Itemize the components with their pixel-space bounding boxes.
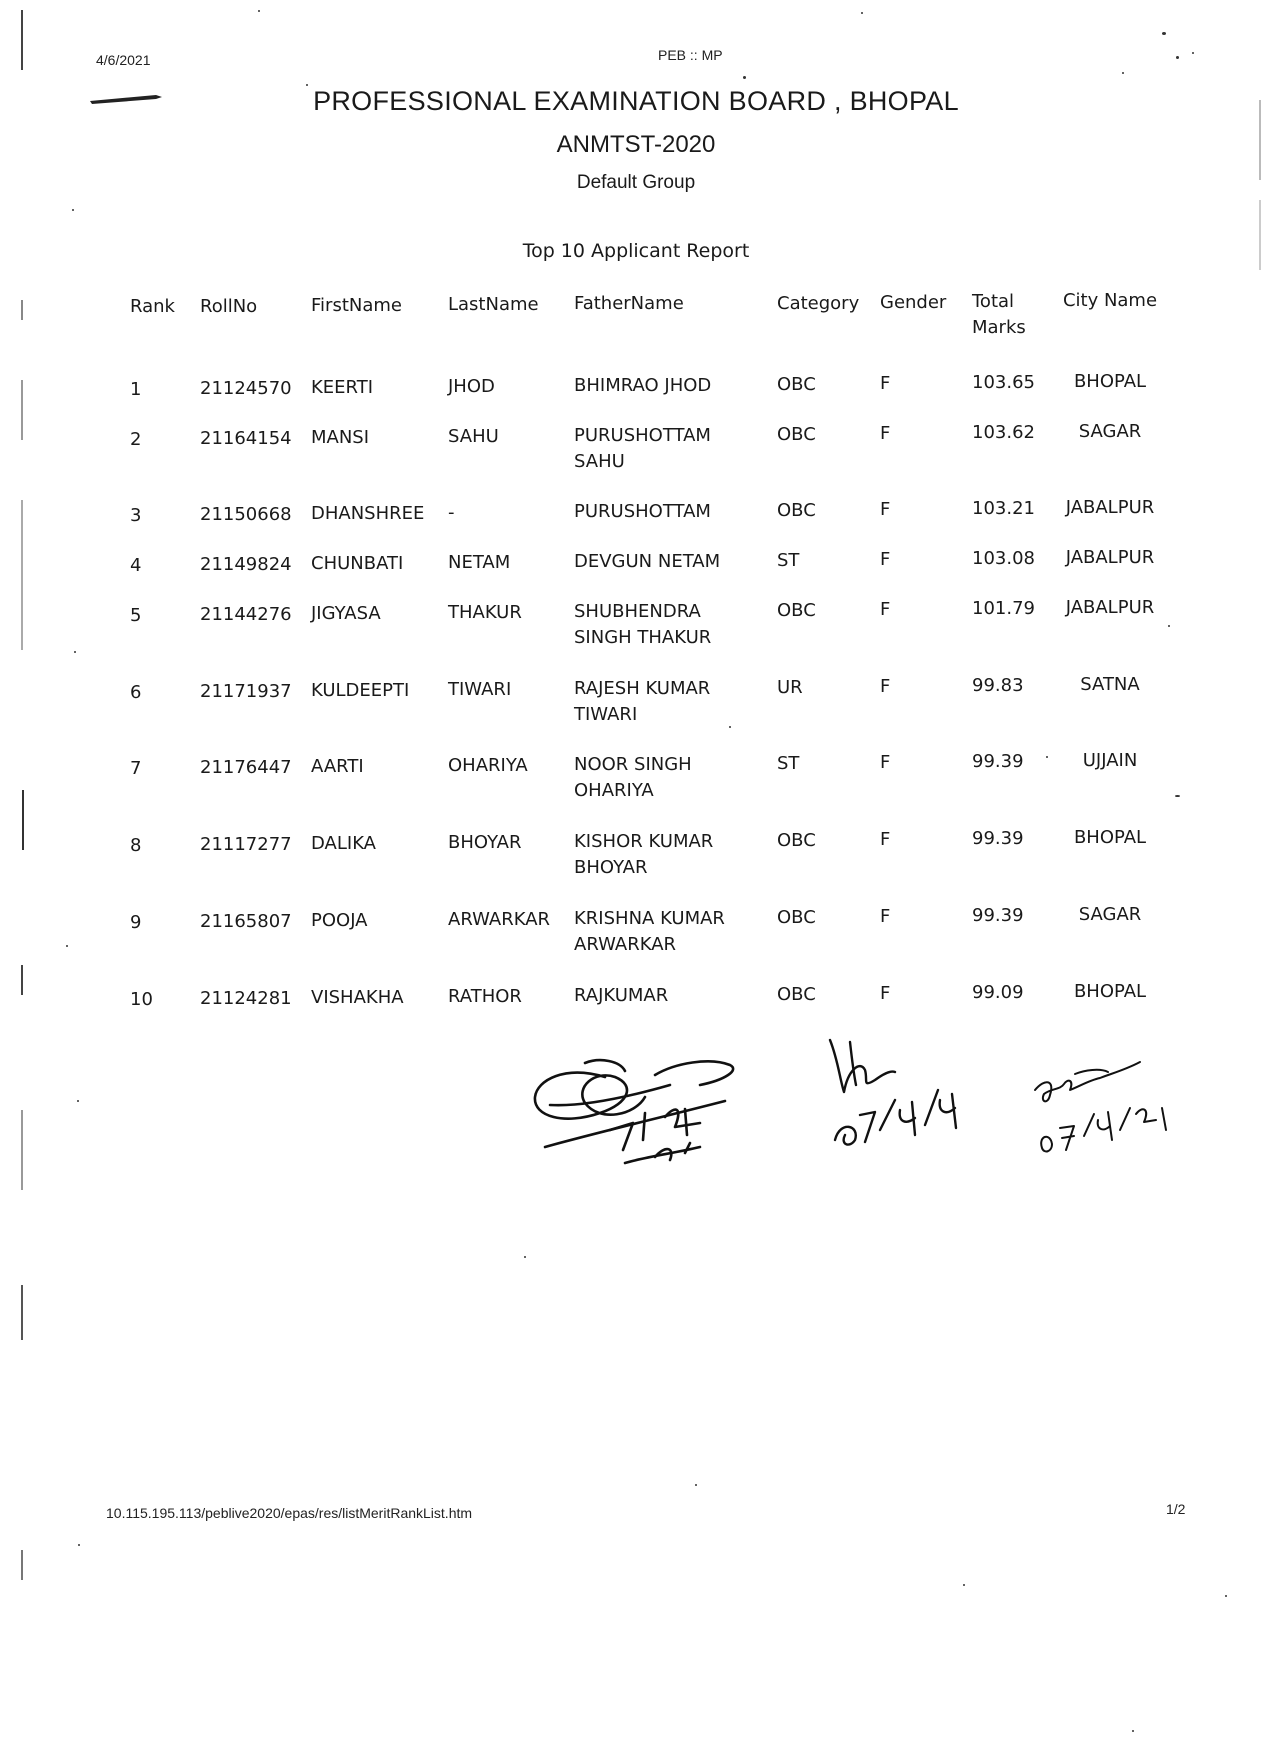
last-name-cell: ARWARKAR (448, 909, 551, 930)
header-first-name: FirstName (311, 295, 402, 316)
gender-cell: F (880, 423, 891, 444)
roll-cell: 21171937 (200, 681, 292, 702)
scan-speck (77, 1100, 79, 1102)
header-rank: Rank (130, 296, 175, 317)
group-title: Default Group (576, 172, 696, 193)
scan-speck (743, 76, 746, 79)
board-title: PROFESSIONAL EXAMINATION BOARD , BHOPAL (313, 86, 959, 116)
first-name-cell: KEERTI (311, 377, 374, 398)
rank-cell: 4 (130, 555, 142, 576)
gender-cell: F (880, 549, 891, 570)
first-name-cell: DALIKA (311, 833, 376, 854)
roll-cell: 21164154 (200, 428, 292, 449)
rank-cell: 6 (130, 682, 142, 703)
first-name-cell: MANSI (311, 427, 370, 448)
rank-cell: 7 (130, 758, 142, 779)
category-cell: OBC (777, 424, 816, 445)
total-marks-cell: 99.39 (972, 905, 1024, 926)
scan-speck (306, 84, 308, 86)
header-category: Category (777, 293, 860, 314)
scan-speck (1176, 56, 1179, 59)
first-name-cell: JIGYASA (311, 603, 381, 624)
rank-cell: 3 (130, 505, 142, 526)
total-marks-cell: 103.65 (972, 372, 1035, 393)
first-name-cell: POOJA (311, 910, 368, 931)
category-cell: OBC (777, 830, 816, 851)
scan-speck (729, 726, 731, 728)
first-name-cell: CHUNBATI (311, 553, 404, 574)
roll-cell: 21124570 (200, 378, 292, 399)
scan-edge-mark (21, 300, 23, 320)
total-marks-cell: 99.09 (972, 982, 1024, 1003)
scan-speck (1122, 72, 1124, 74)
scan-speck (861, 12, 863, 14)
header-roll: RollNo (200, 296, 258, 317)
total-marks-cell: 103.21 (972, 498, 1035, 519)
scan-edge-mark (21, 1550, 23, 1580)
scan-speck (1046, 756, 1048, 758)
roll-cell: 21144276 (200, 604, 292, 625)
scan-edge-mark (21, 500, 23, 650)
roll-cell: 21117277 (200, 834, 292, 855)
category-cell: OBC (777, 374, 816, 395)
father-name-cell: PURUSHOTTAM SAHU (574, 425, 711, 472)
total-marks-cell: 99.39 (972, 751, 1024, 772)
scan-speck (78, 1544, 80, 1546)
scan-speck (1162, 32, 1166, 35)
report-title: Top 10 Applicant Report (522, 240, 750, 262)
footer-page-number: 1/2 (1166, 1501, 1186, 1517)
first-name-cell: KULDEEPTI (311, 680, 410, 701)
print-site: PEB :: MP (658, 47, 723, 63)
category-cell: ST (777, 550, 800, 571)
scan-speck (524, 1256, 526, 1258)
rank-cell: 8 (130, 835, 142, 856)
header-city-name: City Name (1062, 290, 1158, 311)
signature-1-icon (525, 1035, 765, 1175)
scan-edge-mark (1259, 100, 1261, 180)
father-name-cell: DEVGUN NETAM (574, 551, 721, 572)
category-cell: UR (777, 677, 803, 698)
scan-edge-mark (21, 380, 23, 440)
first-name-cell: DHANSHREE (311, 503, 425, 524)
print-date: 4/6/2021 (96, 52, 151, 68)
category-cell: ST (777, 753, 800, 774)
signature-2-icon (820, 1030, 970, 1160)
last-name-cell: SAHU (448, 426, 499, 447)
scan-speck (1175, 795, 1180, 797)
last-name-cell: THAKUR (448, 602, 522, 623)
father-name-cell: NOOR SINGH OHARIYA (574, 754, 692, 801)
roll-cell: 21150668 (200, 504, 292, 525)
last-name-cell: JHOD (448, 376, 495, 397)
scan-speck (1168, 625, 1170, 627)
scan-edge-mark (1259, 200, 1261, 270)
gender-cell: F (880, 373, 891, 394)
last-name-cell: TIWARI (448, 679, 512, 700)
footer-url: 10.115.195.113/peblive2020/epas/res/listMeritRankList.htm (106, 1505, 473, 1521)
total-marks-cell: 103.08 (972, 548, 1035, 569)
gender-cell: F (880, 983, 891, 1004)
last-name-cell: RATHOR (448, 986, 522, 1007)
city-cell: JABALPUR (1065, 547, 1155, 568)
total-marks-cell: 101.79 (972, 598, 1035, 619)
last-name-cell: - (448, 502, 455, 523)
gender-cell: F (880, 499, 891, 520)
scan-edge-mark (21, 10, 23, 70)
rank-cell: 1 (130, 379, 142, 400)
last-name-cell: OHARIYA (448, 755, 528, 776)
header-total-marks: Total Marks (972, 291, 1026, 338)
gender-cell: F (880, 599, 891, 620)
scan-speck (258, 10, 260, 12)
header-father-name: FatherName (574, 293, 684, 314)
rank-cell: 2 (130, 429, 142, 450)
gender-cell: F (880, 906, 891, 927)
gender-cell: F (880, 752, 891, 773)
city-cell: UJJAIN (1082, 750, 1138, 771)
scan-edge-mark (21, 965, 23, 995)
roll-cell: 21149824 (200, 554, 292, 575)
scan-speck (695, 1484, 697, 1486)
total-marks-cell: 99.83 (972, 675, 1024, 696)
father-name-cell: SHUBHENDRA SINGH THAKUR (574, 601, 712, 648)
scan-edge-mark (22, 790, 24, 850)
signature-3-icon (1030, 1050, 1180, 1160)
scan-speck (1225, 1595, 1227, 1597)
header-gender: Gender (880, 292, 947, 313)
father-name-cell: KRISHNA KUMAR ARWARKAR (574, 908, 725, 955)
father-name-cell: RAJESH KUMAR TIWARI (574, 678, 711, 725)
father-name-cell: RAJKUMAR (574, 985, 669, 1006)
category-cell: OBC (777, 984, 816, 1005)
first-name-cell: VISHAKHA (311, 987, 404, 1008)
city-cell: SAGAR (1078, 904, 1142, 925)
last-name-cell: BHOYAR (448, 832, 522, 853)
gender-cell: F (880, 676, 891, 697)
category-cell: OBC (777, 500, 816, 521)
category-cell: OBC (777, 907, 816, 928)
roll-cell: 21165807 (200, 911, 292, 932)
scan-speck (1192, 52, 1194, 54)
rank-cell: 10 (130, 989, 153, 1010)
rank-cell: 5 (130, 605, 142, 626)
scan-speck (1132, 1730, 1134, 1732)
city-cell: SAGAR (1078, 421, 1142, 442)
header-last-name: LastName (448, 294, 539, 315)
scan-edge-mark (21, 1285, 23, 1340)
total-marks-cell: 99.39 (972, 828, 1024, 849)
father-name-cell: KISHOR KUMAR BHOYAR (574, 831, 714, 878)
city-cell: JABALPUR (1065, 597, 1155, 618)
father-name-cell: BHIMRAO JHOD (574, 375, 712, 396)
city-cell: JABALPUR (1065, 497, 1155, 518)
father-name-cell: PURUSHOTTAM (574, 501, 711, 522)
first-name-cell: AARTI (311, 756, 364, 777)
scan-edge-mark (21, 1110, 23, 1190)
roll-cell: 21124281 (200, 988, 292, 1009)
category-cell: OBC (777, 600, 816, 621)
scan-speck (72, 209, 74, 211)
city-cell: BHOPAL (1073, 981, 1147, 1002)
total-marks-cell: 103.62 (972, 422, 1035, 443)
gender-cell: F (880, 829, 891, 850)
scan-speck (74, 651, 76, 653)
roll-cell: 21176447 (200, 757, 292, 778)
city-cell: BHOPAL (1073, 827, 1147, 848)
city-cell: BHOPAL (1073, 371, 1147, 392)
scan-speck (963, 1584, 965, 1586)
exam-title: ANMTST-2020 (556, 131, 716, 158)
rank-cell: 9 (130, 912, 142, 933)
last-name-cell: NETAM (448, 552, 511, 573)
city-cell: SATNA (1080, 674, 1140, 695)
scan-speck (66, 945, 68, 947)
